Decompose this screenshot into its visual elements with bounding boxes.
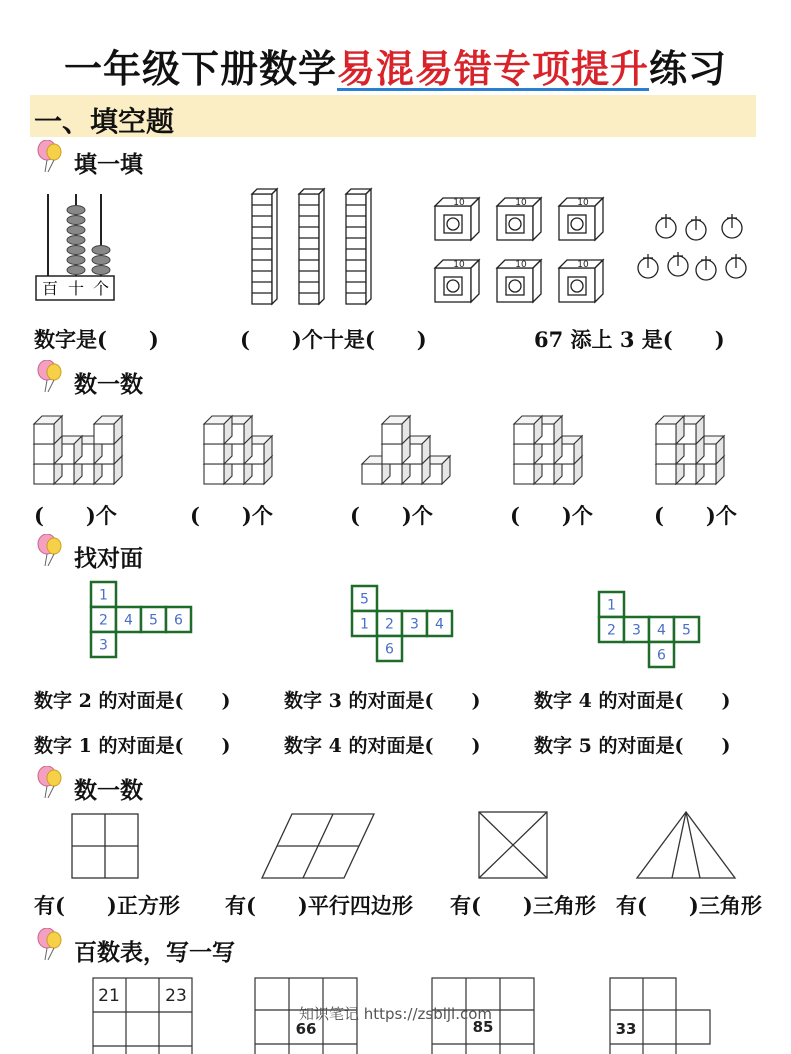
net-number: 2 [607,622,616,639]
net-number: 5 [360,591,369,608]
fill-question-1: 数字是( ) [34,327,159,352]
net-number: 6 [385,641,394,658]
triangle-shape [637,812,735,878]
net-number: 3 [99,637,108,654]
fill-question-3: 67 添上 3 是( ) [534,327,725,352]
net-number: 1 [607,597,616,614]
opposite-question-5: 数字 4 的对面是( ) [284,735,481,757]
hundred-cell-85: 85 [472,1018,494,1036]
hundred-cell-21: 21 [98,986,120,1006]
net-number: 5 [682,622,691,639]
box-label: 10 [577,260,589,270]
cube-answer-1: ( )个 [34,503,117,528]
shapes-illustration [0,808,791,880]
shape-question-2: 有( )平行四边形 [225,893,413,918]
abacus-label-tens: 十 [67,279,85,298]
section-title: 一、填空题 [34,105,175,138]
balloon-icon [36,766,62,798]
opposite-question-1: 数字 2 的对面是( ) [34,690,231,712]
page-title [0,38,791,93]
subheading-hundred-chart: 百数表，写一写 [74,939,235,966]
abacus-label-ones: 个 [92,279,110,298]
fill-question-2: ( )个十是( ) [240,327,427,352]
balloon-icon [36,140,62,172]
fill-illustrations [30,186,760,308]
box-label: 10 [515,198,527,208]
shape-question-3: 有( )三角形 [450,893,596,918]
abacus-label-hundreds: 百 [41,279,59,298]
shape-question-1: 有( )正方形 [34,893,180,918]
net-number: 2 [99,612,108,629]
title-highlight: 易混易错专项提升 [336,46,649,91]
cube-stacks-illustration [30,400,760,492]
parallelogram-shape [262,814,374,878]
hundred-cell-66: 66 [295,1020,317,1038]
cube-answer-2: ( )个 [190,503,273,528]
hundred-cell-23: 23 [165,986,187,1006]
balloon-icon [36,928,62,960]
title-part-2: 练习 [649,46,728,91]
opposite-question-6: 数字 5 的对面是( ) [534,735,731,757]
net-number: 6 [174,612,183,629]
abacus-icon [36,194,114,300]
cube-nets-illustration [0,578,791,670]
section-header [30,95,756,137]
subheading-count-cubes: 数一数 [74,371,143,398]
opposite-question-3: 数字 4 的对面是( ) [534,690,731,712]
square-grid-shape [72,814,138,878]
subheading-count-shapes: 数一数 [74,777,143,804]
title-part-1: 一年级下册数学 [63,46,337,91]
net-number: 2 [385,616,394,633]
subheading-opposite: 找对面 [74,545,143,572]
cube-answer-5: ( )个 [654,503,737,528]
net-number: 4 [657,622,666,639]
cube-answer-3: ( )个 [350,503,433,528]
net-number: 6 [657,647,666,664]
net-number: 4 [435,616,444,633]
box-label: 10 [453,198,465,208]
net-number: 1 [360,616,369,633]
net-number: 5 [149,612,158,629]
net-number: 3 [410,616,419,633]
hundred-cell-33: 33 [615,1020,637,1038]
crossed-square-shape [479,812,547,878]
net-number: 1 [99,587,108,604]
boxes-of-ten-icon [435,198,603,302]
opposite-question-4: 数字 1 的对面是( ) [34,735,231,757]
opposite-question-2: 数字 3 的对面是( ) [284,690,481,712]
shape-question-4: 有( )三角形 [616,893,762,918]
net-number: 3 [632,622,641,639]
watermark: 知识笔记 https://zsbiji.com [298,1005,493,1023]
net-number: 4 [124,612,133,629]
subheading-fill: 填一填 [74,151,143,178]
cube-answer-4: ( )个 [510,503,593,528]
box-label: 10 [577,198,589,208]
ten-rods-icon [252,189,371,304]
balloon-icon [36,360,62,392]
box-label: 10 [515,260,527,270]
balloon-icon [36,534,62,566]
box-label: 10 [453,260,465,270]
single-items-icon [638,214,746,280]
